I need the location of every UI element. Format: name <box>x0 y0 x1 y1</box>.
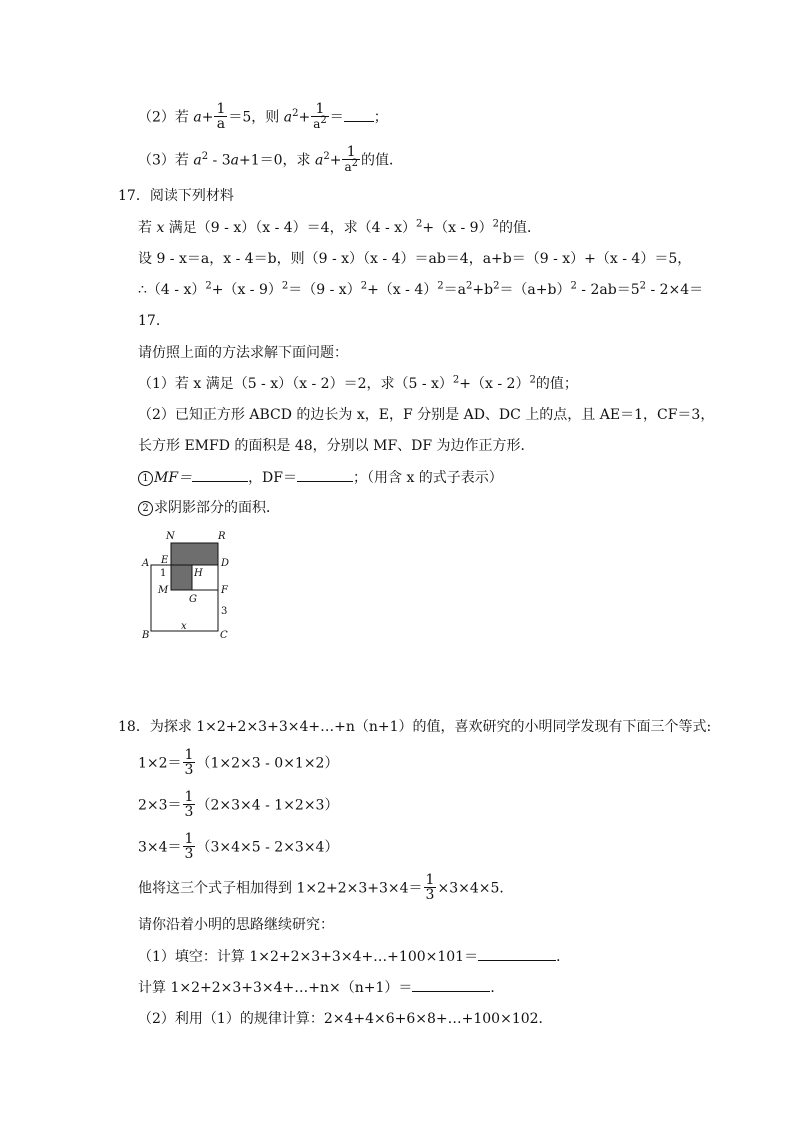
q18-line-7: 计算 1×2+2×3+3×4+…+n×（n+1）＝ ． <box>138 977 504 998</box>
q16-part3: （3）若 $a^2 - 3a+1=0$，求 $a^2+$ $\frac{1}{a^2}$ 的值． <box>138 144 404 174</box>
q17-line-9: 1 MF＝ ，DF＝ ；（用含 x 的式子表示） <box>138 467 503 488</box>
fraction-one-third: $\frac{1}{3}$ <box>184 747 194 778</box>
label-x: x <box>181 621 187 632</box>
q17-line-8: 长方形 EMFD 的面积是 48，分别以 MF、DF 为边作正方形． <box>138 438 535 454</box>
q18-equation-3: 3×4＝ $\frac{1}{3}$ （3×4×5 - 2×3×4） <box>138 831 339 862</box>
q17-line-2: 设 9 - x＝a，x - 4＝b，则（9 - x）（x - 4）＝ab＝4，a+b＝（9 - x）+（x - 4）＝5， <box>138 251 692 267</box>
q17-line-5: 请仿照上面的方法求解下面问题： <box>138 345 348 361</box>
label-n: N <box>166 531 175 542</box>
label-h: H <box>194 568 203 579</box>
label-a: A <box>142 558 150 569</box>
q18-equation-1: 1×2＝ $\frac{1}{3}$ （1×2×3 - 0×1×2） <box>138 747 339 778</box>
label-c: C <box>220 630 228 641</box>
shaded-square-nrdh <box>171 543 218 565</box>
circled-number-2: 2 <box>138 501 153 516</box>
label-m: M <box>158 585 169 596</box>
label-f: F <box>221 585 228 596</box>
label-b: B <box>142 630 150 641</box>
label-1: 1 <box>160 568 167 579</box>
label-r: R <box>218 531 226 542</box>
fraction-1-over-a: $\frac{1}{a}$ <box>216 101 226 132</box>
q18-equation-2: 2×3＝ $\frac{1}{3}$ （2×3×4 - 1×2×3） <box>138 789 339 820</box>
q17-line-3: ∴（4 - $x)^2+(x - 9)^2=(9 - x)^2+(x - 4)^2=a^2+b^2=(a+b)^2 - 2ab=5^2 - 2\times 4=$ <box>138 280 704 298</box>
fraction-one-third: $\frac{1}{3}$ <box>184 831 194 862</box>
q17-line-4: 17． <box>138 313 170 329</box>
q18-sum-line: 他将这三个式子相加得到 1×2+2×3+3×4＝ $\frac{1}{3}$ ×3×4×5． <box>138 872 514 903</box>
q18-line-8: （2）利用（1）的规律计算：2×4+4×6+6×8+…+100×102． <box>138 1011 553 1027</box>
label-g: G <box>189 594 197 605</box>
q17-line-7: （2）已知正方形 ABCD 的边长为 x，E，F 分别是 AD、DC 上的点，且 AE＝1，CF＝3， <box>138 407 715 423</box>
fraction-1-over-a-squared: $\frac{1}{a^2}$ <box>344 144 359 174</box>
label-d: D <box>221 558 230 569</box>
q17-line-10: 2 求阴影部分的面积． <box>138 498 280 518</box>
q18-line-5: 请你沿着小明的思路继续研究： <box>138 917 334 933</box>
label-3: 3 <box>221 606 228 617</box>
sum-n-answer-blank[interactable] <box>412 977 490 992</box>
q16-part2: （2）若 a+ $\frac{1}{a}$ ＝5，则 $a^2+$ $\frac{1}{a^2}$ ＝ ； <box>138 101 388 132</box>
square-geometry-figure <box>138 526 238 644</box>
mf-answer-blank[interactable] <box>192 467 248 482</box>
fraction-1-over-a-squared: $\frac{1}{a^2}$ <box>313 101 327 131</box>
q18-line-1: 18．为探求 1×2+2×3+3×4+…+n（n+1）的值，喜欢研究的小明同学发现有下面三个等式: <box>118 719 712 735</box>
q17-line-1: 若 x 满足（9 - x）（x - 4）＝4，求（4 - x）$^2$+（x - 9）$^2$的值． <box>138 218 541 236</box>
circled-number-1: 1 <box>138 471 153 486</box>
sum-100-answer-blank[interactable] <box>478 946 556 961</box>
fraction-one-third: $\frac{1}{3}$ <box>184 789 194 820</box>
q17-line-6: （1）若 x 满足（5 - x）（x - 2）＝2，求（5 - x）$^2$+（x - 2）$^2$的值； <box>138 374 578 392</box>
label-e: E <box>161 555 169 566</box>
df-answer-blank[interactable] <box>297 467 353 482</box>
q18-line-6: （1）填空：计算 1×2+2×3+3×4+…+100×101＝ ． <box>138 946 570 967</box>
shaded-square-eh-mg <box>171 565 192 590</box>
q17-title: 17．阅读下列材料 <box>118 188 234 204</box>
fraction-one-third: $\frac{1}{3}$ <box>425 872 435 903</box>
answer-blank[interactable] <box>344 107 374 122</box>
